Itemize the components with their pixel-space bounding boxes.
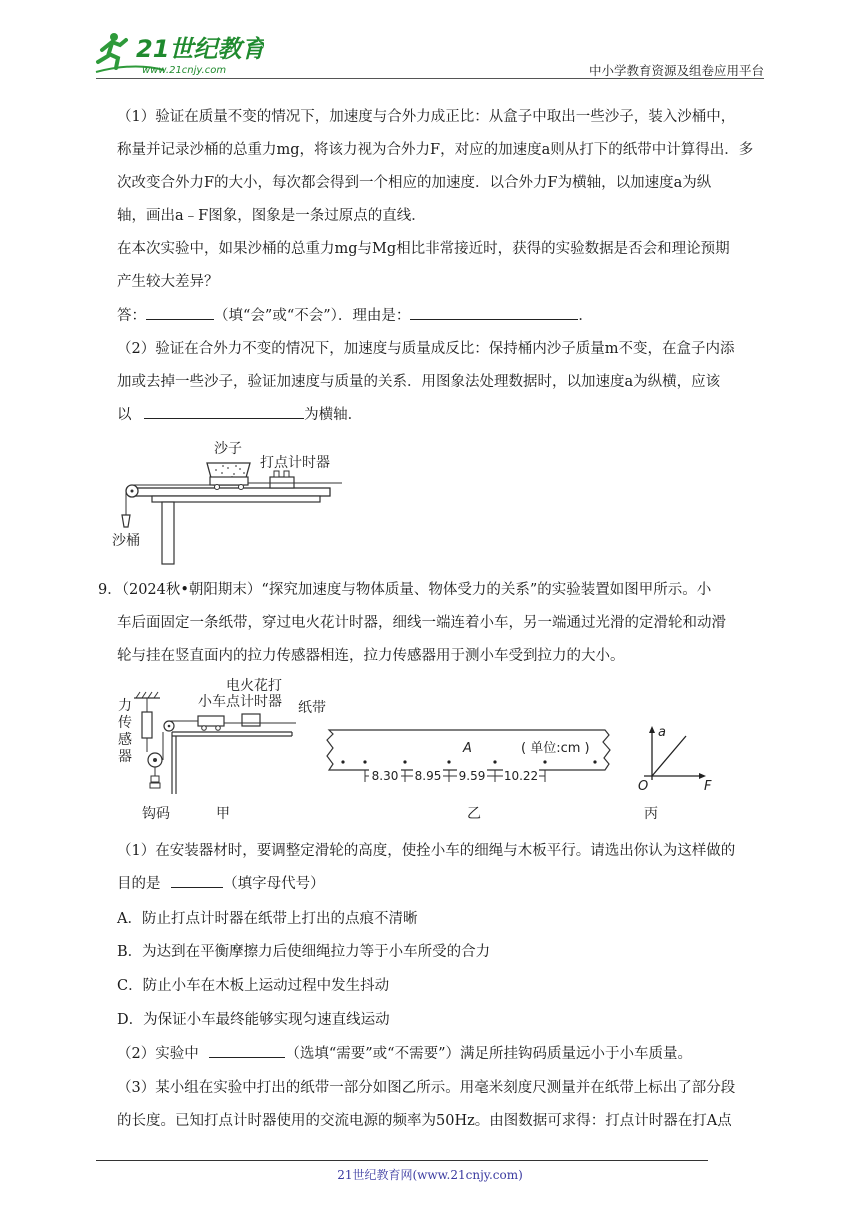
label-bucket: 沙桶 (112, 533, 140, 549)
q8-answer-line (117, 304, 593, 325)
logo-url: www.21cnjy.com (142, 65, 227, 76)
caption-jia: 甲 (216, 806, 230, 822)
q8-p1-line2: 称量并记录沙桶的总重力mg，将该力视为合外力F，对应的加速度a则从打下的纸带中计算得出．多 (117, 142, 754, 158)
label-sensor-1: 力 (118, 698, 132, 714)
q9-line2: 车后面固定一条纸带，穿过电火花计时器，细线一端连着小车，另一端通过光滑的定滑轮和动滑 (117, 615, 726, 631)
figure-jia (112, 676, 332, 822)
q8-p1-line6: 产生较大差异？ (117, 274, 219, 290)
label-weight: 钩码 (142, 806, 170, 822)
s1-prefix: 目的是 (117, 876, 161, 892)
point-A: A (463, 741, 472, 756)
p2-suffix: 为横轴． (304, 407, 363, 423)
q8-p2-line3 (117, 403, 362, 424)
unit-label: ( 单位:cm ) (521, 741, 590, 756)
q8-p1-line1: （1）验证在质量不变的情况下，加速度与合外力成正比：从盒子中取出一些沙子，装入沙桶中， (117, 109, 736, 125)
answer-mid: （填“会”或“不会”）．理由是： (214, 308, 411, 324)
x-axis-label: F (704, 779, 712, 794)
option-D: D．为保证小车最终能够实现匀速直线运动 (117, 1012, 390, 1028)
label-car: 小车 (198, 694, 226, 710)
s2-blank[interactable] (209, 1043, 285, 1058)
q9-s1-line1: （1）在安装器材时，要调整定滑轮的高度，使拴小车的细绳与木板平行。请选出你认为这样做的 (117, 843, 736, 859)
q8-p1-line3: 次改变合外力F的大小，每次都会得到一个相应的加速度．以合外力F为横轴，以加速度a为纵 (117, 175, 712, 191)
s2-prefix: （2）实验中 (117, 1046, 199, 1062)
s1-suffix: （填字母代号） (223, 876, 325, 892)
answer-end: ． (578, 308, 593, 324)
y-axis-label: a (658, 725, 666, 740)
logo-main: 21世纪教育 (136, 35, 264, 63)
caption-yi: 乙 (467, 806, 481, 822)
answer-blank-1[interactable] (146, 305, 214, 320)
q9-s3-line1: （3）某小组在实验中打出的纸带一部分如图乙所示。用毫米刻度尺测量并在纸带上标出了部分段 (117, 1080, 736, 1096)
option-B: B．为达到在平衡摩擦力后使细绳拉力等于小车所受的合力 (117, 944, 491, 960)
footer-text[interactable]: 21世纪教育网(www.21cnjy.com) (337, 1168, 523, 1182)
segment-4: 10.22 (503, 769, 539, 783)
label-timer: 打点计时器 (260, 455, 330, 471)
label-sensor-4: 器 (118, 749, 132, 765)
q8-p2-line1: （2）验证在合外力不变的情况下，加速度与质量成反比：保持桶内沙子质量m不变，在盒子内添 (117, 341, 735, 357)
p2-prefix: 以 (117, 407, 132, 423)
header-divider (96, 78, 764, 79)
logo (94, 28, 264, 78)
axis-blank[interactable] (144, 404, 304, 419)
s1-blank[interactable] (171, 873, 223, 888)
q9-s3-line2: 的长度。已知打点计时器使用的交流电源的频率为50Hz。由图数据可求得：打点计时器在打A点 (117, 1113, 732, 1129)
label-sensor-2: 传 (118, 715, 132, 731)
platform-name: 中小学教育资源及组卷应用平台 (588, 63, 764, 78)
segment-1: 8.30 (371, 769, 399, 783)
segment-2: 8.95 (414, 769, 442, 783)
footer-divider (96, 1160, 708, 1161)
label-timer-1: 电火花打 (226, 678, 282, 694)
caption-bing: 丙 (644, 806, 658, 822)
answer-blank-2[interactable] (410, 305, 578, 320)
q9-s2-line (117, 1042, 692, 1063)
q9-s1-line2 (117, 872, 325, 893)
s2-suffix: （选填“需要”或“不需要”）满足所挂钩码质量远小于小车质量。 (285, 1046, 692, 1062)
q8-p2-line2: 加或去掉一些沙子，验证加速度与质量的关系．用图象法处理数据时，以加速度a为纵横，应该 (117, 374, 721, 390)
q8-apparatus-figure (112, 433, 352, 569)
figure-bing (630, 722, 720, 822)
label-sand: 沙子 (214, 441, 242, 457)
segment-3: 9.59 (458, 769, 486, 783)
answer-prefix: 答： (117, 308, 146, 324)
label-timer-2: 点计时器 (226, 694, 282, 710)
q9-line1: 9．（2024秋•朝阳期末）“探究加速度与物体质量、物体受力的关系”的实验装置如图甲所示。小 (98, 582, 712, 598)
q9-line3: 轮与挂在竖直面内的拉力传感器相连，拉力传感器用于测小车受到拉力的大小。 (117, 648, 625, 664)
option-A: A．防止打点计时器在纸带上打出的点痕不清晰 (117, 911, 418, 927)
origin-label: O (638, 779, 649, 794)
figure-yi (325, 726, 615, 822)
label-sensor-3: 感 (118, 732, 132, 748)
option-C: C．防止小车在木板上运动过程中发生抖动 (117, 978, 390, 994)
q8-p1-line4: 轴，画出a﹣F图象，图象是一条过原点的直线． (117, 208, 426, 224)
label-tape: 纸带 (298, 700, 326, 716)
q8-p1-line5: 在本次实验中，如果沙桶的总重力mg与Mg相比非常接近时，获得的实验数据是否会和理论预期 (117, 241, 730, 257)
